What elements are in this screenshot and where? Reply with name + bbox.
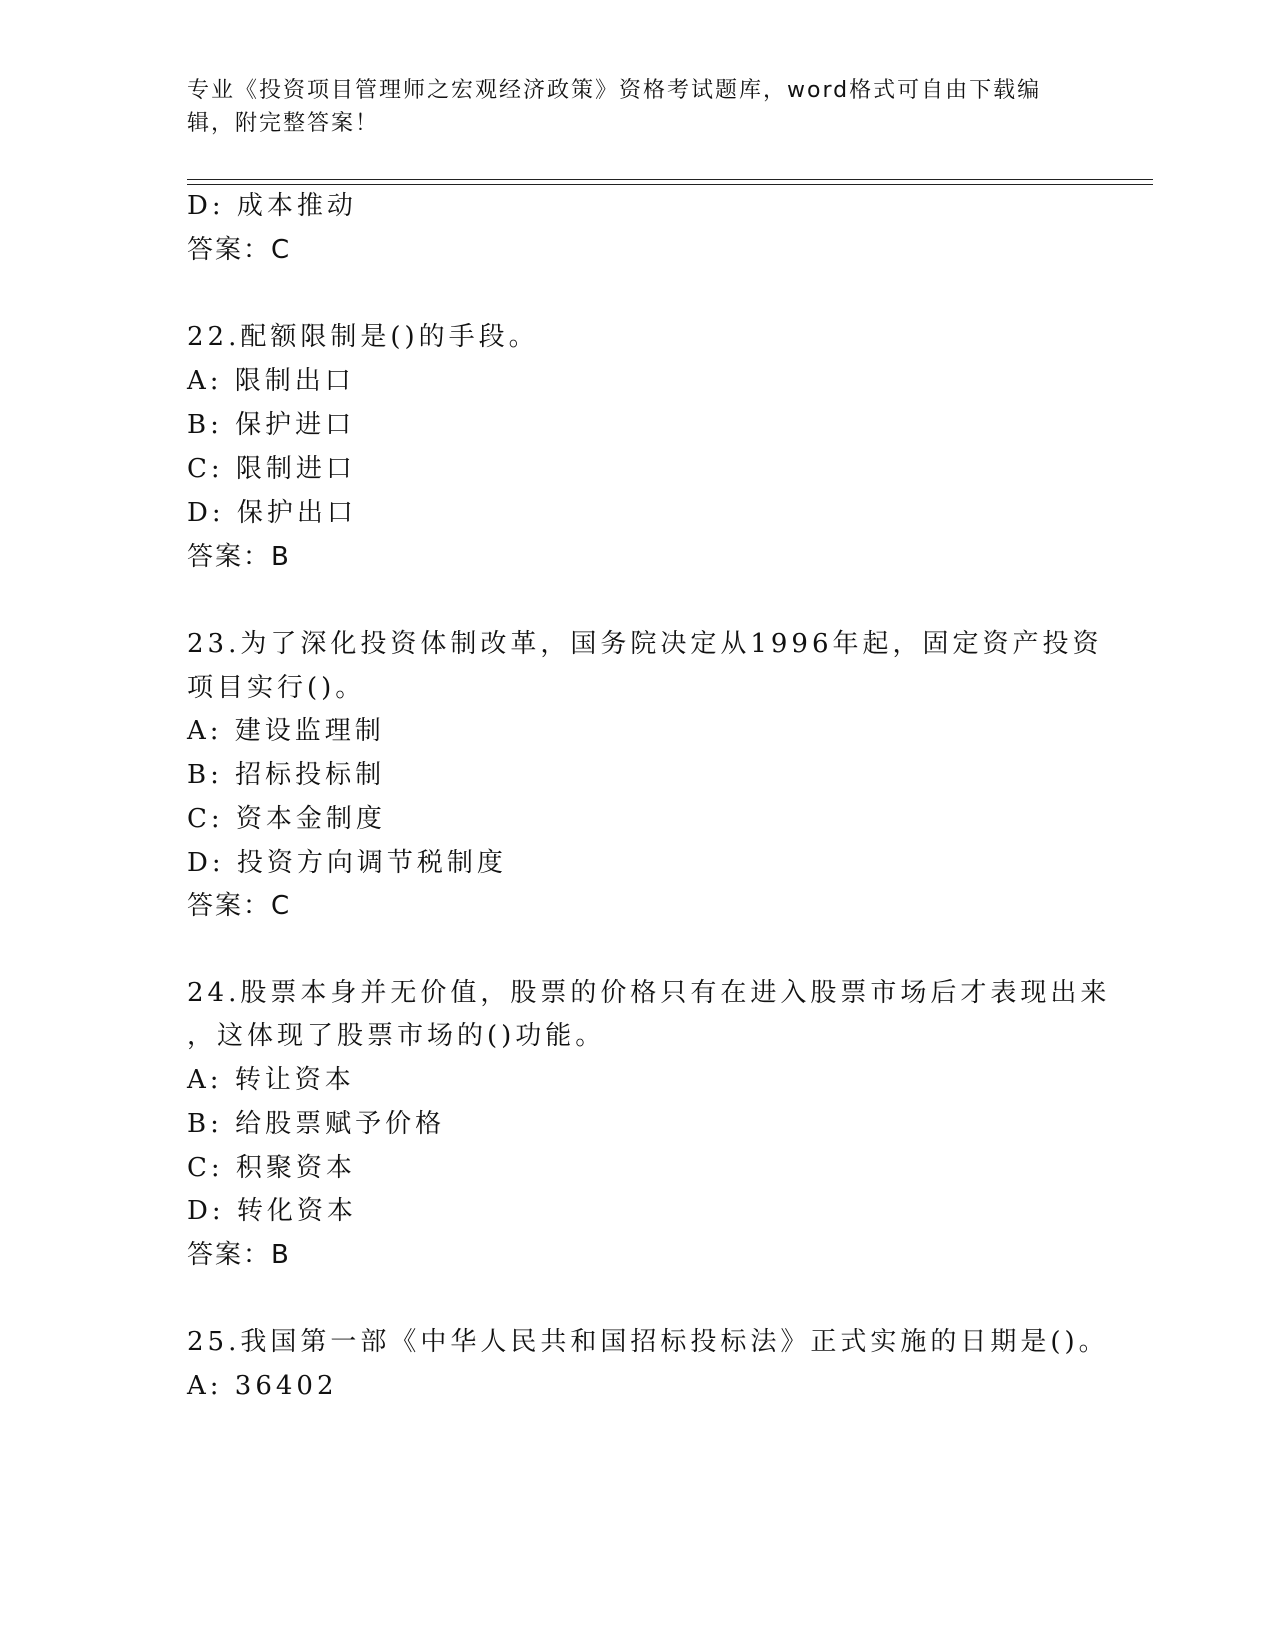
q25-stem: 25.我国第一部《中华人民共和国招标投标法》正式实施的日期是()。	[187, 1327, 1109, 1357]
q22-option-a: A: 限制出口	[187, 366, 355, 396]
q22-option-d: D: 保护出口	[187, 498, 357, 528]
q24-option-c: C: 积聚资本	[187, 1153, 356, 1183]
header-divider-top	[187, 179, 1153, 180]
q24-option-b: B: 给股票赋予价格	[187, 1109, 446, 1139]
q24-option-d: D: 转化资本	[187, 1196, 357, 1226]
q23-option-c: C: 资本金制度	[187, 804, 386, 834]
q23-answer: 答案：C	[187, 891, 292, 921]
q22-option-b: B: 保护进口	[187, 410, 356, 440]
q22-option-c: C: 限制进口	[187, 454, 356, 484]
q25-option-a: A: 36402	[187, 1371, 338, 1401]
q24-stem-line1: 24.股票本身并无价值，股票的价格只有在进入股票市场后才表现出来	[187, 978, 1111, 1008]
q23-option-d: D: 投资方向调节税制度	[187, 848, 507, 878]
q23-option-a: A: 建设监理制	[187, 716, 385, 746]
q23-stem-line1: 23.为了深化投资体制改革，国务院决定从1996年起，固定资产投资	[187, 629, 1103, 659]
document-header: 专业《投资项目管理师之宏观经济政策》资格考试题库，word格式可自由下载编辑，附完整答案！	[187, 78, 1042, 136]
prev-option-d: D: 成本推动	[187, 191, 357, 221]
header-divider-bottom	[187, 184, 1153, 185]
q24-stem-line2: ，这体现了股票市场的()功能。	[187, 1021, 606, 1051]
prev-answer: 答案：C	[187, 235, 292, 265]
q23-option-b: B: 招标投标制	[187, 760, 386, 790]
q24-option-a: A: 转让资本	[187, 1065, 355, 1095]
q22-answer: 答案：B	[187, 542, 291, 572]
q23-stem-line2: 项目实行()。	[187, 673, 366, 703]
q22-stem: 22.配额限制是()的手段。	[187, 322, 539, 352]
q24-answer: 答案：B	[187, 1240, 291, 1270]
